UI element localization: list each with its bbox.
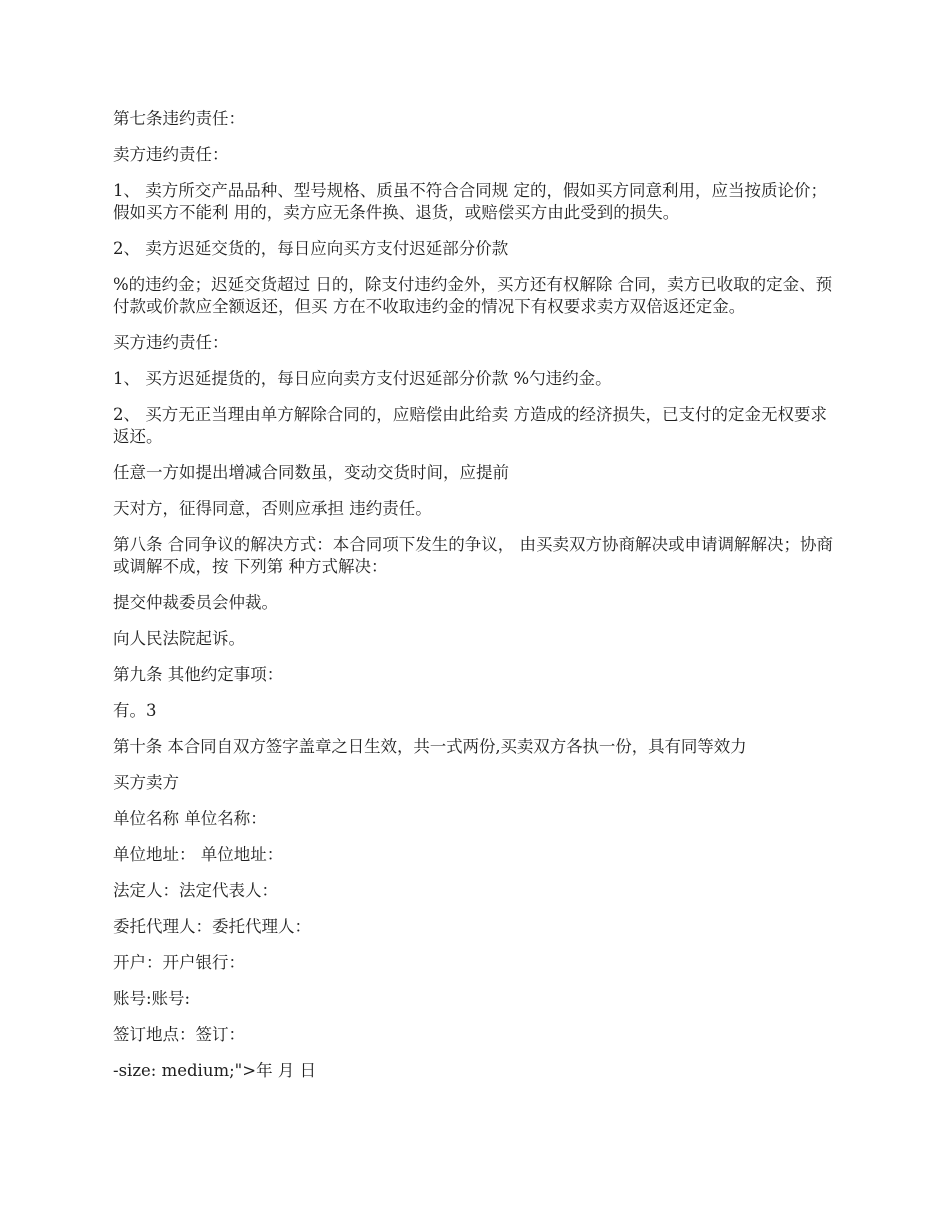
- document-body: [113, 108, 838, 1096]
- signature-account-number: 账号:账号:: [113, 989, 191, 1008]
- article-9-heading: 第九条 其他约定事项：: [113, 665, 284, 684]
- seller-liability-heading: 卖方违约责任：: [113, 145, 229, 164]
- signature-legal-representative: 法定人：法定代表人：: [113, 881, 278, 900]
- seller-liability-item-2-continued: %的违约金；迟延交货超过 日的，除支付违约金外，买方还有权解除 合同，卖方已收取的定金、预付款或价款应全额返还，但买 方在不收取违约金的情况下有权要求卖方双倍返还定金。: [113, 275, 833, 316]
- article-7-heading: 第七条违约责任：: [113, 109, 245, 128]
- signature-signing-place: 签订地点：签订：: [113, 1025, 245, 1044]
- seller-liability-item-2: 2、 卖方迟延交货的，每日应向买方支付迟延部分价款: [113, 239, 509, 258]
- buyer-liability-item-2: 2、 买方无正当理由单方解除合同的，应赔偿由此给卖 方造成的经济损失，已支付的定金无权要求返还。: [113, 405, 827, 446]
- buyer-liability-item-1: 1、 买方迟延提货的，每日应向卖方支付迟延部分价款 %勺违约金。: [113, 369, 612, 388]
- article-8-dispute-resolution: 第八条 合同争议的解决方式：本合同项下发生的争议， 由买卖双方协商解决或申请调解解决；协商或调解不成，按 下列第 种方式解决：: [113, 535, 833, 576]
- signature-company-name: 单位名称 单位名称：: [113, 809, 267, 828]
- signature-date: -size: medium;">年 月 日: [113, 1061, 317, 1080]
- quantity-change-clause-continued: 天对方，征得同意，否则应承担 违约责任。: [113, 499, 432, 518]
- article-10-effectiveness: 第十条 本合同自双方签字盖章之日生效，共一式两份,买卖双方各执一份，具有同等效力: [113, 737, 747, 756]
- buyer-liability-heading: 买方违约责任：: [113, 333, 229, 352]
- article-9-content: 有。3: [113, 701, 157, 720]
- quantity-change-clause: 任意一方如提出增减合同数虽，变动交货时间，应提前: [113, 463, 509, 482]
- dispute-option-court: 向人民法院起诉。: [113, 629, 245, 648]
- signature-bank: 开户：开户银行：: [113, 953, 245, 972]
- signature-parties-heading: 买方卖方: [113, 773, 179, 792]
- signature-company-address: 单位地址： 单位地址：: [113, 845, 284, 864]
- dispute-option-arbitration: 提交仲裁委员会仲裁。: [113, 593, 278, 612]
- seller-liability-item-1: 1、 卖方所交产品品种、型号规格、质虽不符合合同规 定的，假如买方同意利用，应当按质论价；假如买方不能利 用的，卖方应无条件换、退货，或赔偿买方由此受到的损失。: [113, 181, 827, 222]
- signature-authorized-agent: 委托代理人：委托代理人：: [113, 917, 311, 936]
